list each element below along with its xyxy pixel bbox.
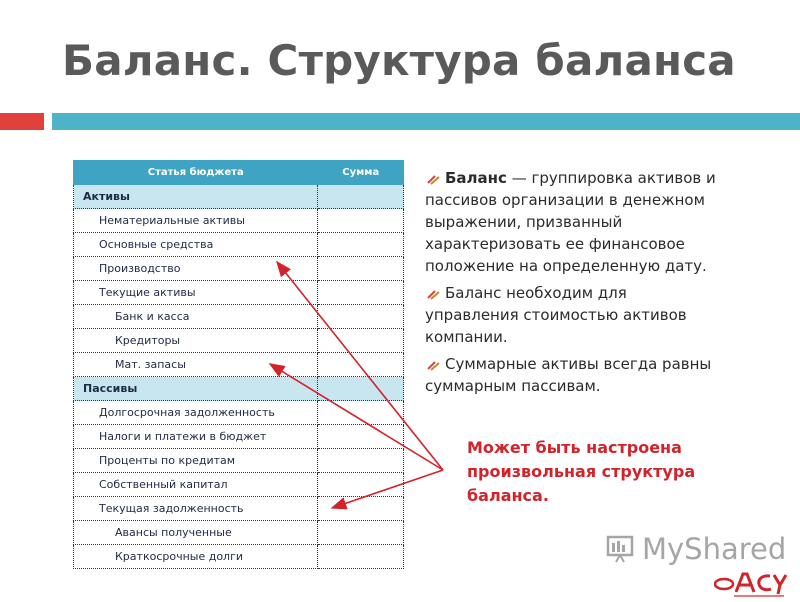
row-label: Производство xyxy=(74,257,318,281)
arrow-to-mat-zapasy xyxy=(270,364,443,470)
bullet-term: Баланс xyxy=(445,169,507,187)
arrow-to-production xyxy=(277,262,443,470)
row-label: Активы xyxy=(74,185,318,209)
row-label: Мат. запасы xyxy=(74,353,318,377)
bullet-text: — группировка активов и пассивов организации в денежном выражении, призванный характеризовать ее финансовое положение на определенную дату. xyxy=(425,169,716,275)
column-header-sum: Сумма xyxy=(318,161,404,185)
arrow-to-current-debt xyxy=(332,470,443,508)
bullet-text: Суммарные активы всегда равны суммарным пассивам. xyxy=(425,355,712,395)
row-label: Текущая задолженность xyxy=(74,497,318,521)
row-label: Нематериальные активы xyxy=(74,209,318,233)
row-label: Основные средства xyxy=(74,233,318,257)
configurable-structure-note: Может быть настроена произвольная структура баланса. xyxy=(467,438,696,505)
bullet-text: Баланс необходим для управления стоимостью активов компании. xyxy=(425,284,687,346)
row-label: Краткосрочные долги xyxy=(74,545,318,569)
watermark-text: MyShared xyxy=(642,532,787,566)
row-label: Налоги и платежи в бюджет xyxy=(74,425,318,449)
row-label: Долгосрочная задолженность xyxy=(74,401,318,425)
row-label: Авансы полученные xyxy=(74,521,318,545)
row-label: Текущие активы xyxy=(74,281,318,305)
row-label: Собственный капитал xyxy=(74,473,318,497)
column-header-item: Статья бюджета xyxy=(74,161,318,185)
presentation-board-icon xyxy=(606,533,636,570)
row-label: Кредиторы xyxy=(74,329,318,353)
row-label: Проценты по кредитам xyxy=(74,449,318,473)
row-label: Банк и касса xyxy=(74,305,318,329)
row-label: Пассивы xyxy=(74,377,318,401)
slide-title: Баланс. Структура баланса xyxy=(62,36,736,85)
watermark xyxy=(606,532,786,570)
asu-logo-icon xyxy=(714,566,794,602)
